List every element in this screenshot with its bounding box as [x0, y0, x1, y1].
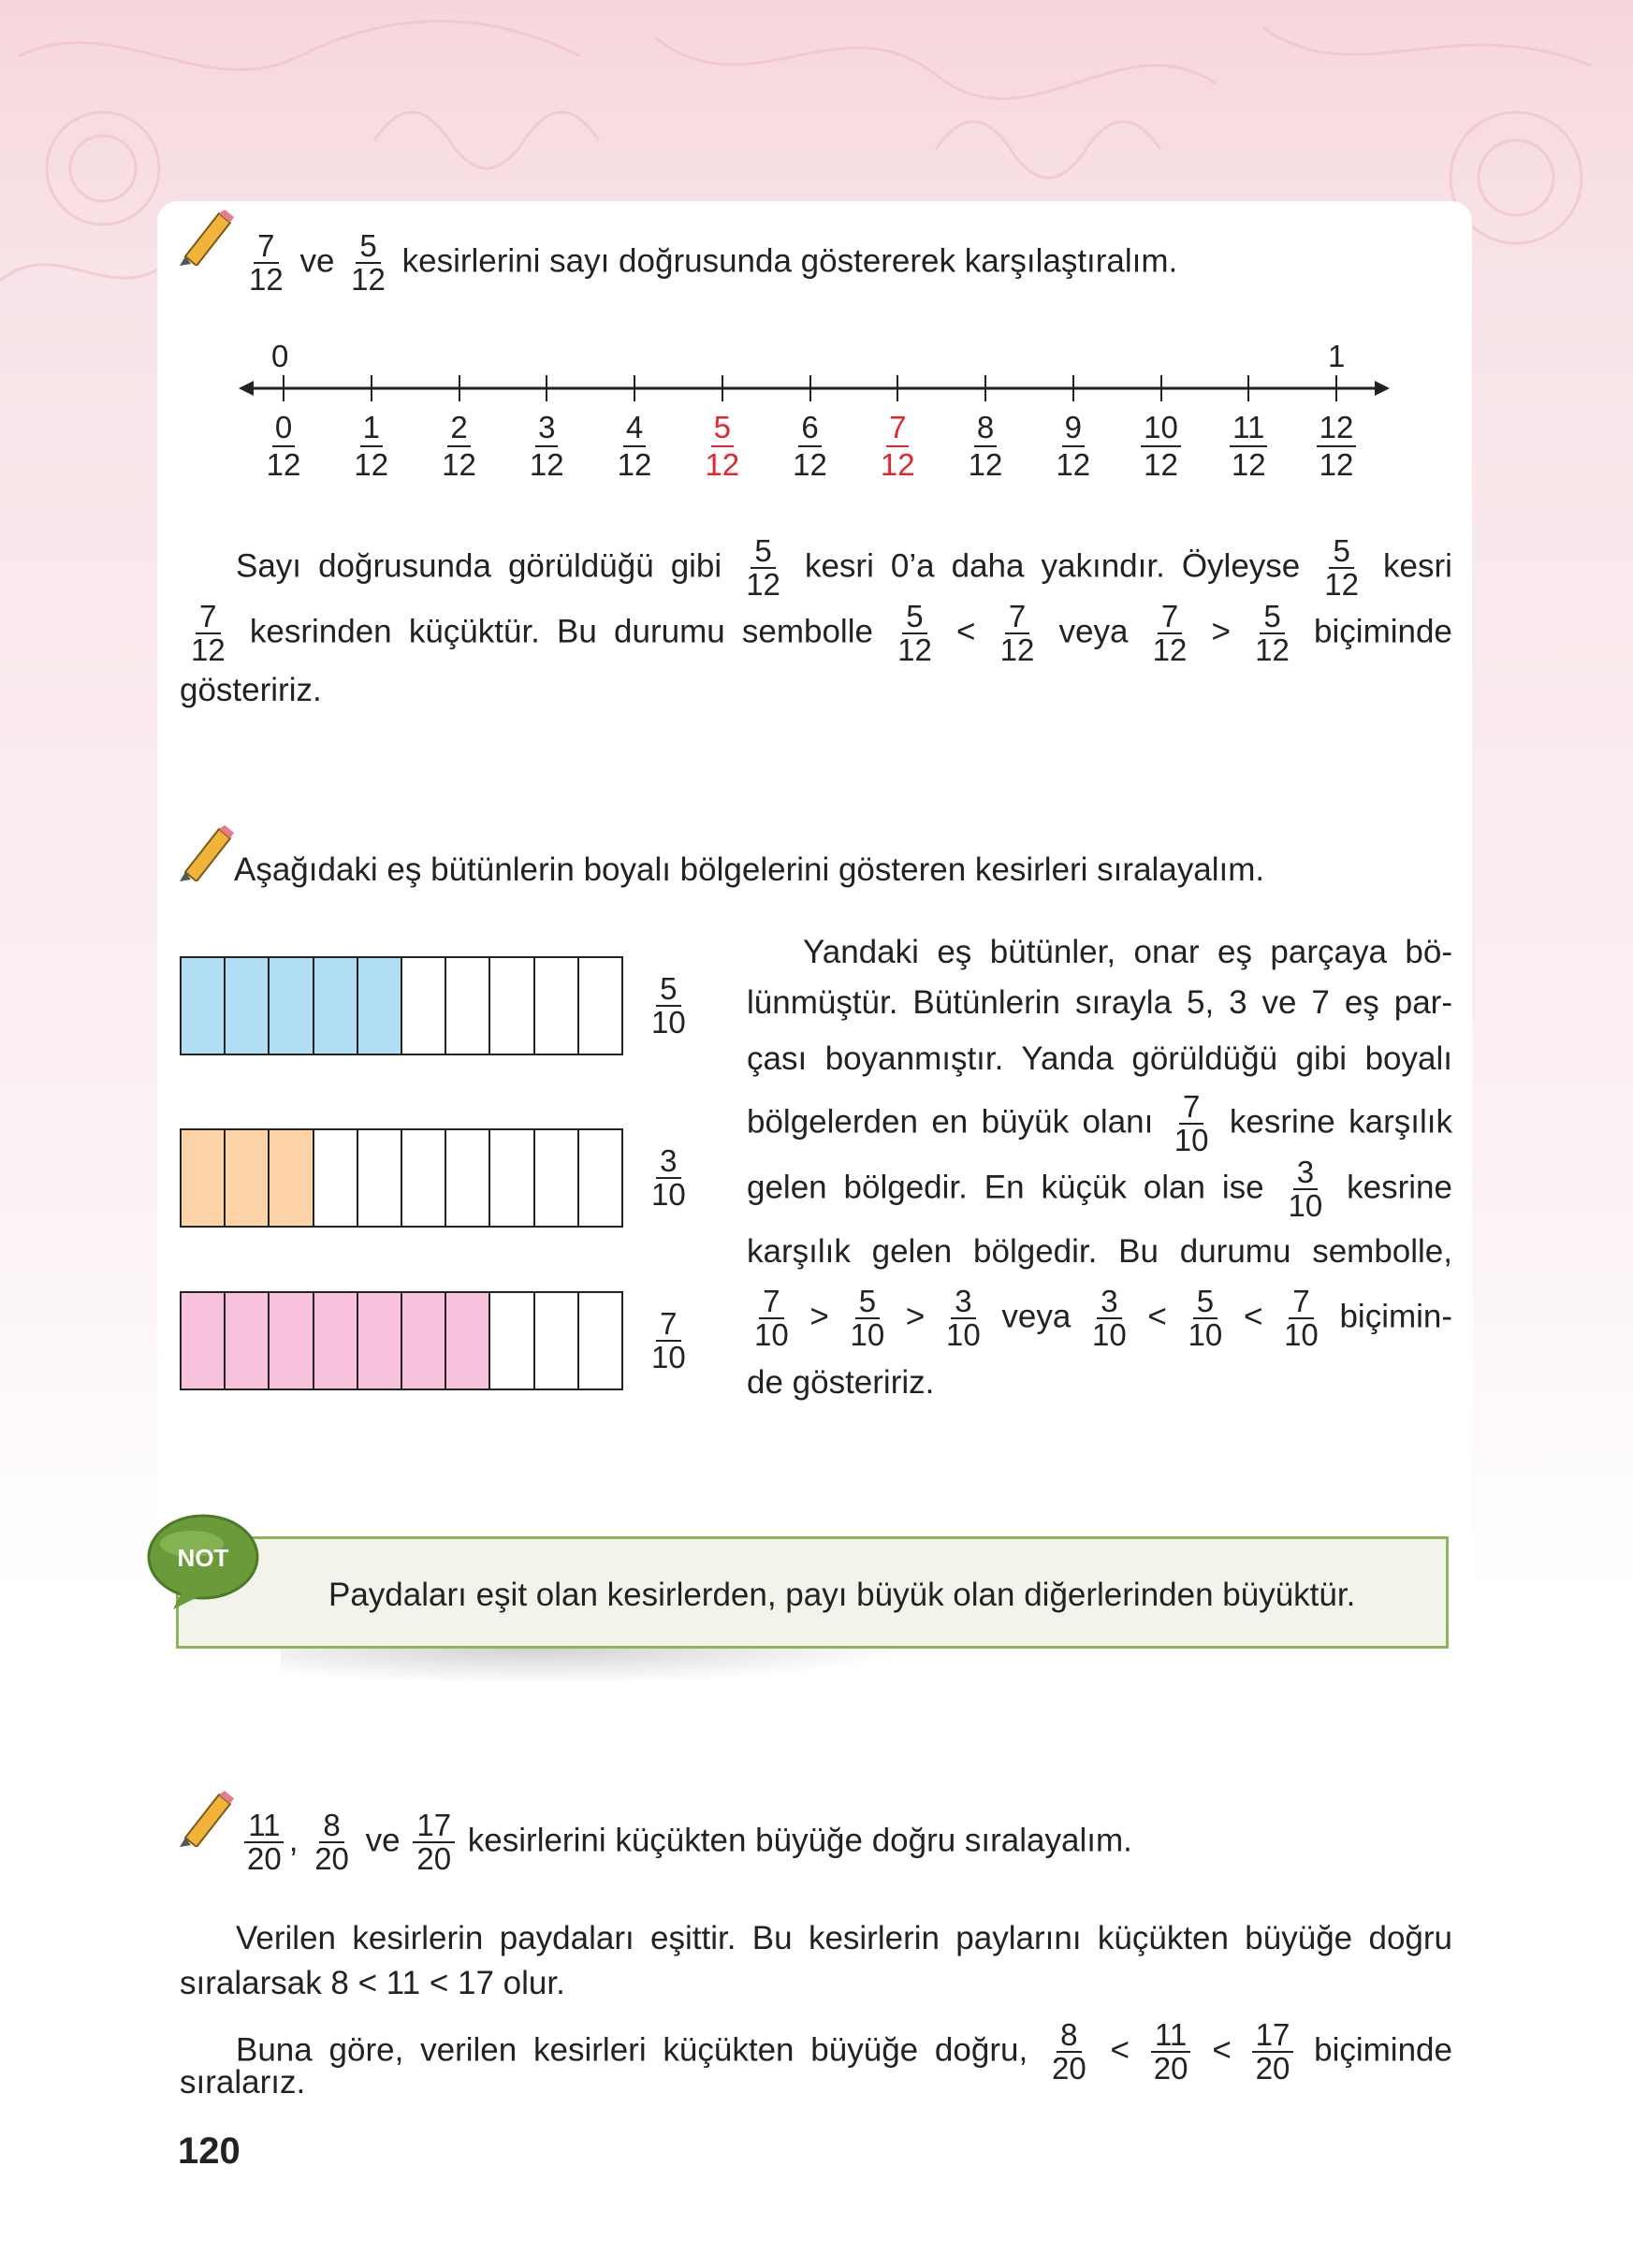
section3-para-line2: sıralarsak 8 < 11 < 17 olur.	[180, 1965, 565, 2001]
section2-para-line7: $\frac{7}{10}$ > $\frac{5}{10}$ > $\frac{3}{10}$ veya $\frac{3}{10}$ < $\frac{5}{10}$ < $\frac{7}{10}$ biçimin-	[754, 1284, 1453, 1352]
section3-para-line3: Buna göre, verilen kesirleri küçükten büyüğe doğru, $\frac{8}{20}$ < $\frac{11}{20}$ < $\frac{17}{20}$ biçiminde	[236, 2017, 1452, 2086]
section2-para-line2: lünmüştür. Bütünlerin sırayla 5, 3 ve 7 eş par-	[747, 984, 1452, 1021]
empty-segment	[446, 958, 490, 1054]
empty-segment	[579, 1130, 621, 1226]
page-number: 120	[178, 2130, 241, 2172]
bar-fraction-label: $\frac{5}{10}$	[651, 971, 686, 1040]
shaded-segment	[314, 958, 358, 1054]
empty-segment	[535, 958, 579, 1054]
number-line-fraction: $\frac{0}{12}$	[266, 410, 301, 482]
bar-fraction-label: $\frac{7}{10}$	[651, 1306, 686, 1374]
shaded-segment	[358, 1293, 402, 1388]
number-line-fraction: $\frac{5}{12}$	[705, 410, 740, 482]
empty-segment	[579, 1293, 621, 1388]
fraction-bar-3-10	[180, 1128, 623, 1228]
section2-para-line1: Yandaki eş bütünler, onar eş parçaya bö-	[803, 934, 1452, 970]
number-line-tick	[1072, 375, 1074, 401]
empty-segment	[446, 1130, 490, 1226]
number-line-fraction: $\frac{6}{12}$	[793, 410, 827, 482]
empty-segment	[490, 1130, 534, 1226]
shaded-segment	[226, 1293, 270, 1388]
empty-segment	[579, 958, 621, 1054]
empty-segment	[402, 1130, 446, 1226]
shaded-segment	[446, 1293, 490, 1388]
number-line-tick	[1160, 375, 1162, 401]
number-line-tick	[459, 375, 460, 401]
section2-para-line4: bölgelerden en büyük olanı $\frac{7}{10}$ kesrine karşılık	[747, 1089, 1452, 1157]
number-line-axis	[239, 374, 1390, 404]
number-line-tick	[371, 375, 372, 401]
shaded-segment	[182, 958, 226, 1054]
section2-para-line5: gelen bölgedir. En küçük olan ise $\frac{3}{10}$ kesrine	[747, 1155, 1452, 1223]
section1-intro: $\frac{7}{12}$ ve $\frac{5}{12}$ kesirlerini sayı doğrusunda göstererek karşılaştıralım.	[249, 228, 1178, 297]
number-line-tick	[1247, 375, 1249, 401]
number-line-tick	[722, 375, 723, 401]
rule-box	[176, 1536, 1449, 1649]
section2-para-line6: karşılık gelen bölgedir. Bu durumu sembolle,	[747, 1233, 1452, 1270]
section3-intro: $\frac{11}{20}$ , $\frac{8}{20}$ ve $\frac{17}{20}$ kesirlerini küçükten büyüğe doğru sıralayalım.	[240, 1810, 1132, 1875]
note-bubble-text: NOT	[177, 1544, 229, 1572]
section2-para-line3: çası boyanmıştır. Yanda görüldüğü gibi boyalı	[747, 1040, 1452, 1077]
number-line-fraction: $\frac{4}{12}$	[617, 410, 652, 482]
shaded-segment	[358, 958, 402, 1054]
number-line-fraction: $\frac{10}{12}$	[1124, 410, 1199, 483]
number-line-fraction: $\frac{11}{12}$	[1231, 410, 1266, 482]
number-line-tick	[1335, 375, 1337, 401]
shaded-segment	[182, 1293, 226, 1388]
pencil-icon	[178, 823, 234, 881]
fraction-bar-5-10	[180, 956, 623, 1055]
number-line-fraction: $\frac{3}{12}$	[529, 410, 564, 482]
number-line-tick	[897, 375, 898, 401]
bar-fraction-label: $\frac{3}{10}$	[651, 1143, 686, 1212]
empty-segment	[490, 958, 534, 1054]
shaded-segment	[402, 1293, 446, 1388]
para1-line1: Sayı doğrusunda görüldüğü gibi $\frac{5}{12}$ kesri 0’a daha yakındır. Öyleyse $\frac{5}{12}$ kesri	[236, 533, 1452, 602]
section3-para-line4: sıralarız.	[180, 2064, 306, 2101]
note-bubble-icon	[145, 1508, 267, 1611]
number-line-tick	[984, 375, 986, 401]
number-line-fraction: $\frac{12}{12}$	[1299, 410, 1374, 483]
shaded-segment	[182, 1130, 226, 1226]
section2-para-line8: de gösteririz.	[747, 1364, 935, 1401]
para1-line3: gösteririz.	[180, 672, 322, 708]
shaded-segment	[270, 1130, 313, 1226]
number-line-fraction: $\frac{2}{12}$	[442, 410, 476, 482]
empty-segment	[314, 1130, 358, 1226]
section2-title: Aşağıdaki eş bütünlerin boyalı bölgelerini gösteren kesirleri sıralayalım.	[234, 851, 1265, 888]
number-line-tick	[283, 375, 284, 401]
empty-segment	[402, 958, 446, 1054]
rule-box-shadow	[281, 1647, 917, 1684]
section3-para-line1: Verilen kesirlerin paydaları eşittir. Bu kesirlerin paylarını küçükten büyüğe doğru	[236, 1920, 1452, 1956]
shaded-segment	[270, 958, 313, 1054]
shaded-segment	[314, 1293, 358, 1388]
pencil-icon	[178, 1789, 234, 1847]
empty-segment	[358, 1130, 402, 1226]
number-line-tick	[634, 375, 635, 401]
rule-text: Paydaları eşit olan kesirlerden, payı büyük olan diğerlerinden büyüktür.	[328, 1577, 1356, 1613]
fraction-bar-7-10	[180, 1291, 623, 1390]
number-line-fraction: $\frac{7}{12}$	[880, 410, 915, 482]
empty-segment	[535, 1130, 579, 1226]
empty-segment	[535, 1293, 579, 1388]
pencil-icon	[178, 208, 234, 266]
shaded-segment	[226, 1130, 270, 1226]
number-line-tick	[809, 375, 811, 401]
para1-line2: $\frac{7}{12}$ kesrinden küçüktür. Bu durumu sembolle $\frac{5}{12}$ < $\frac{7}{12}$ veya $\frac{7}{12}$ > $\frac{5}{12}$ biçiminde	[191, 599, 1452, 667]
shaded-segment	[226, 958, 270, 1054]
empty-segment	[490, 1293, 534, 1388]
number-line-end-label: 1	[1328, 339, 1346, 373]
shaded-segment	[270, 1293, 313, 1388]
number-line-fraction: $\frac{1}{12}$	[354, 410, 389, 482]
number-line-fraction: $\frac{8}{12}$	[968, 410, 1003, 482]
number-line-tick	[546, 375, 547, 401]
number-line-fraction: $\frac{9}{12}$	[1056, 410, 1091, 482]
number-line-start-label: 0	[271, 339, 289, 373]
